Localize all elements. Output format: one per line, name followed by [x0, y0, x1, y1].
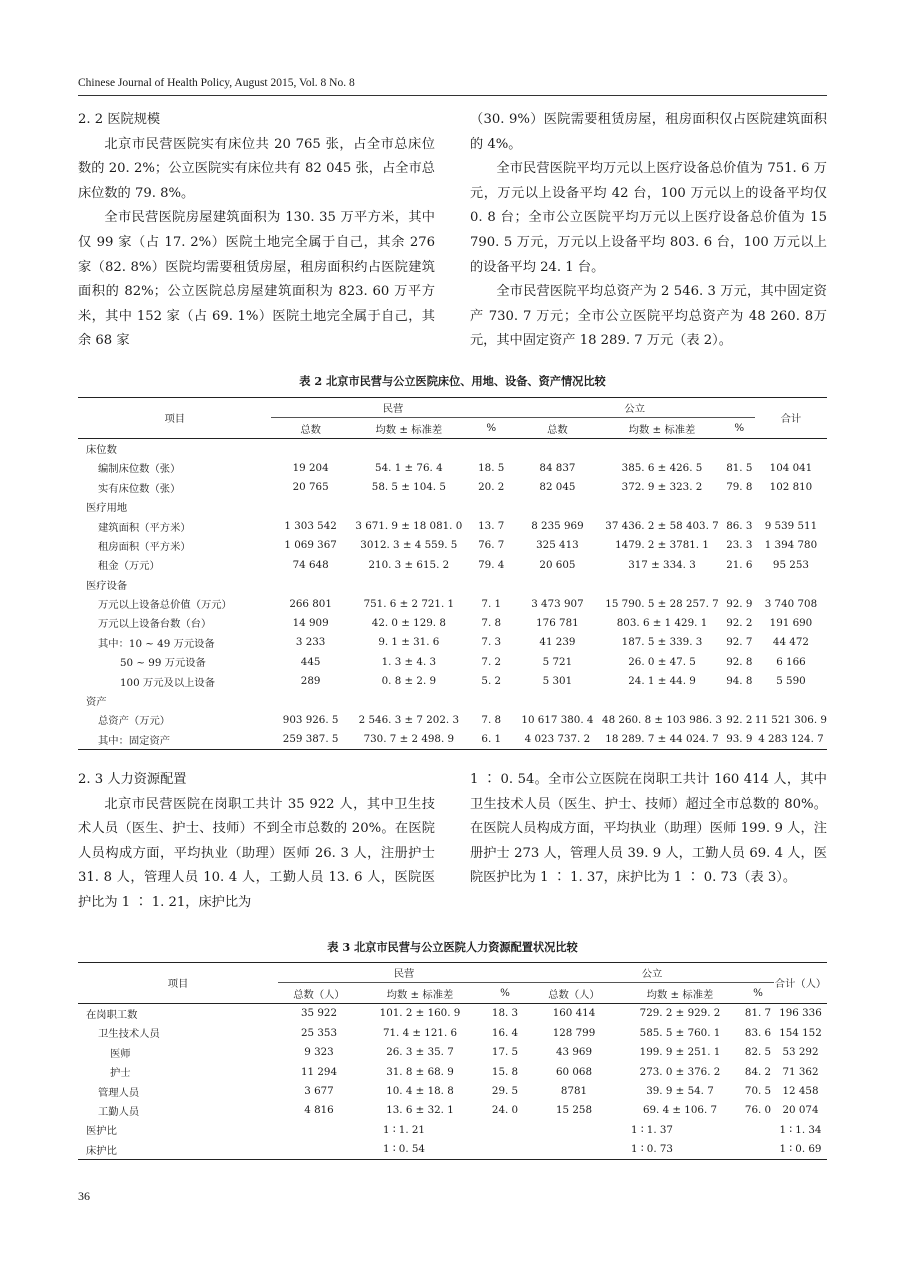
paragraph: 全市民营医院房屋建筑面积为 130. 35 万平方米，其中仅 99 家（占 17. 2%）医院土地完全属于自己，其余 276 家（82. 8%）医院均需要租赁房屋，租房面积约占医院建筑面积的 82%；公立医院总房屋建筑面积为 823. 60 万平方米，其中 152 家（占 69. 1%）医院土地完全属于自己，其余 68 家 [78, 210, 435, 349]
table-cell: 74 648 [292, 558, 329, 571]
table-cell: 19 204 [292, 461, 329, 474]
table-cell: 94. 8 [726, 675, 753, 688]
table-3 [78, 962, 827, 1160]
table-cell: 41 239 [539, 636, 576, 649]
row-label: 建筑面积（平方米） [98, 521, 191, 534]
row-label: 100 万元及以上设备 [120, 676, 216, 689]
table-cell: 31. 8 ± 68. 9 [386, 1065, 454, 1078]
table-row [78, 438, 827, 458]
table-cell: 128 799 [552, 1026, 596, 1039]
table-cell: 79. 4 [478, 558, 505, 571]
row-label: 总资产（万元） [98, 715, 171, 728]
table-cell: 1 ∶ 0. 54 [278, 1140, 530, 1160]
table-cell: 58. 5 ± 104. 5 [371, 481, 446, 494]
header-total: 合计（人） [774, 963, 827, 1004]
table-row [78, 1120, 827, 1139]
table-cell: 5 590 [776, 675, 806, 688]
table-cell [350, 691, 468, 710]
table-cell: 903 926. 5 [282, 713, 339, 726]
table-cell [515, 497, 601, 516]
table-cell: 0. 8 ± 2. 9 [381, 675, 437, 688]
table-cell: 83. 6 [744, 1026, 772, 1039]
table-cell: 289 [300, 675, 321, 688]
table-cell: 12 458 [782, 1085, 819, 1098]
table-2-caption: 表 2 北京市民营与公立医院床位、用地、设备、资产情况比较 [299, 374, 606, 388]
table-cell: 42. 0 ± 129. 8 [371, 616, 446, 629]
table-cell: 26. 3 ± 35. 7 [386, 1046, 454, 1059]
table-cell: 26. 0 ± 47. 5 [628, 655, 696, 668]
header-public: 公立 [530, 963, 774, 983]
header-rule [78, 95, 827, 96]
table-cell [600, 497, 723, 516]
row-label: 资产 [86, 696, 107, 709]
table-row [78, 516, 827, 535]
header-mean: 均数 ± 标准差 [350, 418, 468, 438]
table-cell: 9 323 [304, 1046, 334, 1059]
table-cell: 196 336 [779, 1007, 822, 1020]
table-cell: 1 ∶ 1. 21 [383, 1123, 425, 1136]
table-cell: 93. 9 [724, 730, 755, 750]
table-cell: 7. 2 [481, 655, 502, 668]
table-cell: 259 387. 5 [271, 730, 349, 750]
row-label: 在岗职工数 [86, 1008, 138, 1021]
table-cell: 266 801 [289, 597, 332, 610]
table-row [78, 555, 827, 574]
table-cell: 1. 3 ± 4. 3 [381, 655, 437, 668]
header-private: 民营 [278, 963, 530, 983]
table-cell: 102 810 [769, 481, 813, 494]
table-cell: 3012. 3 ± 4 559. 5 [360, 539, 458, 552]
page-number: 36 [78, 1189, 90, 1203]
table-cell: 10. 4 ± 18. 8 [386, 1085, 454, 1098]
table-cell: 325 413 [536, 539, 579, 552]
row-label: 床位数 [86, 443, 117, 456]
table-cell [468, 691, 515, 710]
table-cell [515, 575, 601, 594]
row-label: 护士 [110, 1067, 131, 1080]
table-cell: 71. 4 ± 121. 6 [382, 1026, 458, 1039]
table-cell: 21. 6 [726, 558, 753, 571]
table-cell: 71 362 [782, 1065, 819, 1078]
table-cell: 5 721 [542, 655, 573, 668]
table-cell: 1 069 367 [284, 539, 337, 552]
table-cell: 16. 4 [491, 1026, 519, 1039]
table-cell: 15 258 [555, 1104, 593, 1117]
row-label: 万元以上设备台数（台） [98, 618, 212, 631]
table-cell [271, 497, 349, 516]
table-cell: 18 289. 7 ± 44 024. 7 [600, 730, 723, 750]
table-cell: 11 521 306. 9 [754, 713, 827, 726]
table-cell: 18. 5 [478, 461, 505, 474]
table-cell: 4 816 [304, 1104, 334, 1117]
table-row [78, 458, 827, 477]
table-cell: 5. 2 [481, 675, 502, 688]
table-cell: 14 909 [292, 616, 329, 629]
table-row [78, 1062, 827, 1081]
row-label: 编制床位数（张） [98, 463, 181, 476]
table-cell: 160 414 [552, 1007, 596, 1020]
table-row [78, 691, 827, 710]
table-cell: 8 235 969 [531, 520, 584, 533]
table-cell: 39. 9 ± 54. 7 [646, 1085, 714, 1098]
table-cell: 82. 5 [744, 1046, 772, 1059]
table-cell [271, 438, 349, 458]
table-cell: 20 765 [292, 481, 329, 494]
table-cell: 3 671. 9 ± 18 081. 0 [355, 520, 463, 533]
table-cell: 37 436. 2 ± 58 403. 7 [605, 520, 719, 533]
row-label: 万元以上设备总价值（万元） [98, 599, 232, 612]
header-item: 项目 [78, 963, 278, 1004]
table-row [78, 652, 827, 671]
table-cell: 15 790. 5 ± 28 257. 7 [605, 597, 719, 610]
table-cell [468, 438, 515, 458]
row-label: 床护比 [78, 1140, 278, 1160]
table-cell: 10 617 380. 4 [521, 713, 594, 726]
section-2-3-right-column [470, 768, 827, 891]
row-label: 其中：固定资产 [78, 730, 271, 750]
table-cell [724, 575, 755, 594]
paragraph: 全市民营医院平均总资产为 2 546. 3 万元，其中固定资产 730. 7 万元；全市公立医院平均总资产为 48 260. 8万元，其中固定资产 18 289. 7 万元（表 2）。 [470, 284, 827, 349]
table-cell: 84. 2 [744, 1065, 772, 1078]
table-row [78, 613, 827, 632]
header-count: 总数 [515, 418, 601, 438]
paragraph: 全市民营医院平均万元以上医疗设备总价值为 751. 6 万元，万元以上设备平均 42 台，100 万元以上的设备平均仅 0. 8 台；全市公立医院平均万元以上医疗设备总价值为 15 790. 5 万元，万元以上设备平均 803. 6 台，100 万元以上的设备平均 24. 1 台。 [470, 161, 827, 275]
table-cell: 730. 7 ± 2 498. 9 [350, 730, 468, 750]
row-label: 医师 [110, 1047, 131, 1060]
header-pct: % [724, 418, 755, 438]
table-cell: 6 166 [776, 655, 806, 668]
table-cell: 92. 9 [726, 597, 753, 610]
header-count: 总数 [271, 418, 349, 438]
table-2 [78, 397, 827, 750]
table-cell: 1 ∶ 0. 69 [774, 1140, 827, 1160]
table-cell: 210. 3 ± 615. 2 [368, 558, 450, 571]
table-cell: 44 472 [772, 636, 809, 649]
table-cell [755, 497, 827, 516]
header-mean: 均数 ± 标准差 [600, 418, 723, 438]
table-cell: 385. 6 ± 426. 5 [621, 461, 703, 474]
table-cell: 24. 1 ± 44. 9 [628, 675, 696, 688]
table-cell: 191 690 [769, 616, 813, 629]
table-cell: 154 152 [779, 1026, 822, 1039]
row-label: 医疗设备 [86, 579, 128, 592]
table-cell: 6. 1 [468, 730, 515, 750]
row-label: 实有床位数（张） [98, 482, 181, 495]
table-cell: 81. 7 [744, 1007, 772, 1020]
table-cell: 48 260. 8 ± 103 986. 3 [602, 713, 722, 726]
table-row [78, 710, 827, 729]
table-cell: 3 677 [304, 1085, 334, 1098]
row-label: 50 ~ 99 万元设备 [120, 657, 206, 670]
table-row [78, 1003, 827, 1023]
table-cell: 729. 2 ± 929. 2 [639, 1007, 721, 1020]
table-cell: 101. 2 ± 160. 9 [379, 1007, 461, 1020]
table-cell: 25 353 [300, 1026, 338, 1039]
row-label: 租金（万元） [98, 560, 160, 573]
table-row [78, 1043, 827, 1062]
table-cell: 43 969 [555, 1046, 593, 1059]
row-label: 医疗用地 [86, 502, 128, 515]
header-count: 总数（人） [278, 983, 360, 1003]
table-cell: 92. 2 [726, 713, 753, 726]
table-cell: 273. 0 ± 376. 2 [639, 1065, 721, 1078]
table-cell: 7. 3 [481, 636, 502, 649]
table-cell: 7. 8 [481, 616, 502, 629]
table-cell: 3 233 [295, 636, 326, 649]
table-cell: 8781 [560, 1085, 588, 1098]
table-row [78, 497, 827, 516]
table-cell: 15. 8 [491, 1065, 519, 1078]
table-row [78, 1140, 827, 1160]
table-row [78, 633, 827, 652]
table-cell: 20 074 [782, 1104, 819, 1117]
table-row [78, 575, 827, 594]
header-pct: % [742, 983, 774, 1003]
table-cell: 4 023 737. 2 [515, 730, 601, 750]
section-title: 2. 2 医院规模 [78, 112, 161, 127]
table-cell: 7. 1 [481, 597, 502, 610]
table-cell: 13. 7 [478, 520, 505, 533]
table-cell: 751. 6 ± 2 721. 1 [363, 597, 455, 610]
table-cell: 92. 8 [726, 655, 753, 668]
table-cell: 92. 2 [726, 616, 753, 629]
table-cell: 104 041 [769, 461, 813, 474]
table-cell [468, 575, 515, 594]
table-cell: 1479. 2 ± 3781. 1 [615, 539, 709, 552]
table-cell: 445 [300, 655, 321, 668]
table-cell [724, 438, 755, 458]
running-header: Chinese Journal of Health Policy, August 2015, Vol. 8 No. 8 [78, 77, 355, 89]
table-row [78, 536, 827, 555]
table-cell: 317 ± 334. 3 [628, 558, 696, 571]
table-cell: 60 068 [555, 1065, 593, 1078]
header-pct: % [468, 418, 515, 438]
table-cell: 29. 5 [491, 1085, 519, 1098]
table-cell: 585. 5 ± 760. 1 [639, 1026, 721, 1039]
table-row [78, 1081, 827, 1100]
table-cell: 23. 3 [726, 539, 753, 552]
table-cell: 187. 5 ± 339. 3 [621, 636, 703, 649]
table-cell: 1 ∶ 1. 37 [631, 1123, 673, 1136]
table-cell: 5 301 [542, 675, 573, 688]
table-cell: 69. 4 ± 106. 7 [642, 1104, 718, 1117]
table-cell [515, 691, 601, 710]
row-label: 其中：10 ~ 49 万元设备 [98, 637, 215, 650]
table-cell: 1 394 780 [764, 539, 818, 552]
table-cell [755, 691, 827, 710]
table-cell: 17. 5 [491, 1046, 519, 1059]
header-public: 公立 [515, 398, 755, 418]
paragraph: 1 ∶ 0. 54。全市公立医院在岗职工共计 160 414 人，其中卫生技术人员（医生、护士、技师）超过全市总数的 80%。在医院人员构成方面，平均执业（助理）医师 199. 9 人，注册护士 273 人，管理人员 39. 9 人，工勤人员 69. 4 人，医院医护比为 1 ∶ 1. 37，床护比为 1 ∶ 0. 73（表 3）。 [470, 772, 827, 886]
row-label: 医护比 [86, 1125, 117, 1138]
table-cell: 20. 2 [478, 481, 505, 494]
section-title: 2. 3 人力资源配置 [78, 772, 187, 787]
table-cell: 803. 6 ± 1 429. 1 [616, 616, 708, 629]
table-cell: 9. 1 ± 31. 6 [378, 636, 440, 649]
table-cell: 79. 8 [726, 481, 753, 494]
header-count: 总数（人） [530, 983, 618, 1003]
section-2-3-left-column [78, 768, 435, 916]
table-row [78, 594, 827, 613]
table-cell: 176 781 [536, 616, 579, 629]
table-cell: 4 283 124. 7 [755, 730, 827, 750]
table-cell: 82 045 [539, 481, 576, 494]
table-cell [600, 438, 723, 458]
header-pct: % [480, 983, 530, 1003]
table-cell: 24. 0 [491, 1104, 519, 1117]
table-cell [515, 438, 601, 458]
header-mean: 均数 ± 标准差 [360, 983, 480, 1003]
table-cell: 35 922 [300, 1007, 338, 1020]
section-2-2-left-column [78, 108, 435, 354]
table-row [78, 1101, 827, 1120]
paragraph: 北京市民营医院在岗职工共计 35 922 人，其中卫生技术人员（医生、护士、技师）不到全市总数的 20%。在医院人员构成方面，平均执业（助理）医师 26. 3 人，注册护士 31. 8 人，管理人员 10. 4 人，工勤人员 13. 6 人，医院医护比为 1 ∶ 1. 21，床护比为 [78, 796, 435, 910]
table-row [78, 730, 827, 750]
header-item: 项目 [78, 398, 271, 439]
table-cell: 3 473 907 [531, 597, 584, 610]
table-cell: 11 294 [300, 1065, 338, 1078]
table-cell: 86. 3 [726, 520, 753, 533]
table-cell: 20 605 [539, 558, 576, 571]
header-total: 合计 [755, 398, 827, 439]
paragraph: 北京市民营医院实有床位共 20 765 张，占全市总床位数的 20. 2%；公立医院实有床位共有 82 045 张，占全市总床位数的 79. 8%。 [78, 136, 435, 201]
table-3-caption: 表 3 北京市民营与公立医院人力资源配置状况比较 [327, 940, 578, 954]
table-cell: 18. 3 [491, 1007, 519, 1020]
table-row [78, 478, 827, 497]
table-row [78, 671, 827, 690]
table-cell: 1 ∶ 0. 73 [530, 1140, 774, 1160]
table-cell: 95 253 [772, 558, 809, 571]
table-cell: 1 303 542 [284, 520, 337, 533]
section-2-2-right-column [470, 108, 827, 354]
header-private: 民营 [271, 398, 514, 418]
table-cell: 9 539 511 [764, 520, 818, 533]
table-cell [468, 497, 515, 516]
table-cell [271, 575, 349, 594]
paragraph: （30. 9%）医院需要租赁房屋，租房面积仅占医院建筑面积的 4%。 [470, 112, 827, 152]
table-cell: 2 546. 3 ± 7 202. 3 [358, 713, 459, 726]
table-cell [755, 438, 827, 458]
row-label: 租房面积（平方米） [98, 540, 191, 553]
table-cell [350, 575, 468, 594]
table-cell [350, 438, 468, 458]
table-cell: 3 740 708 [764, 597, 818, 610]
row-label: 卫生技术人员 [98, 1028, 160, 1041]
table-cell [724, 497, 755, 516]
table-cell: 70. 5 [744, 1085, 772, 1098]
table-cell: 1 ∶ 1. 34 [779, 1123, 822, 1136]
row-label: 工勤人员 [98, 1105, 140, 1118]
table-cell: 54. 1 ± 76. 4 [375, 461, 443, 474]
table-cell [755, 575, 827, 594]
table-cell [600, 575, 723, 594]
table-cell: 84 837 [539, 461, 576, 474]
table-cell: 199. 9 ± 251. 1 [639, 1046, 721, 1059]
table-cell [600, 691, 723, 710]
row-label: 管理人员 [98, 1086, 140, 1099]
table-cell: 76. 0 [744, 1104, 772, 1117]
table-cell: 92. 7 [726, 636, 753, 649]
table-cell [271, 691, 349, 710]
table-cell: 13. 6 ± 32. 1 [386, 1104, 454, 1117]
table-row [78, 1023, 827, 1042]
table-cell: 372. 9 ± 323. 2 [621, 481, 703, 494]
table-cell [350, 497, 468, 516]
table-cell: 53 292 [782, 1046, 819, 1059]
table-cell [724, 691, 755, 710]
table-cell: 76. 7 [478, 539, 505, 552]
table-cell: 81. 5 [726, 461, 753, 474]
table-cell: 7. 8 [481, 713, 502, 726]
header-mean: 均数 ± 标准差 [618, 983, 742, 1003]
